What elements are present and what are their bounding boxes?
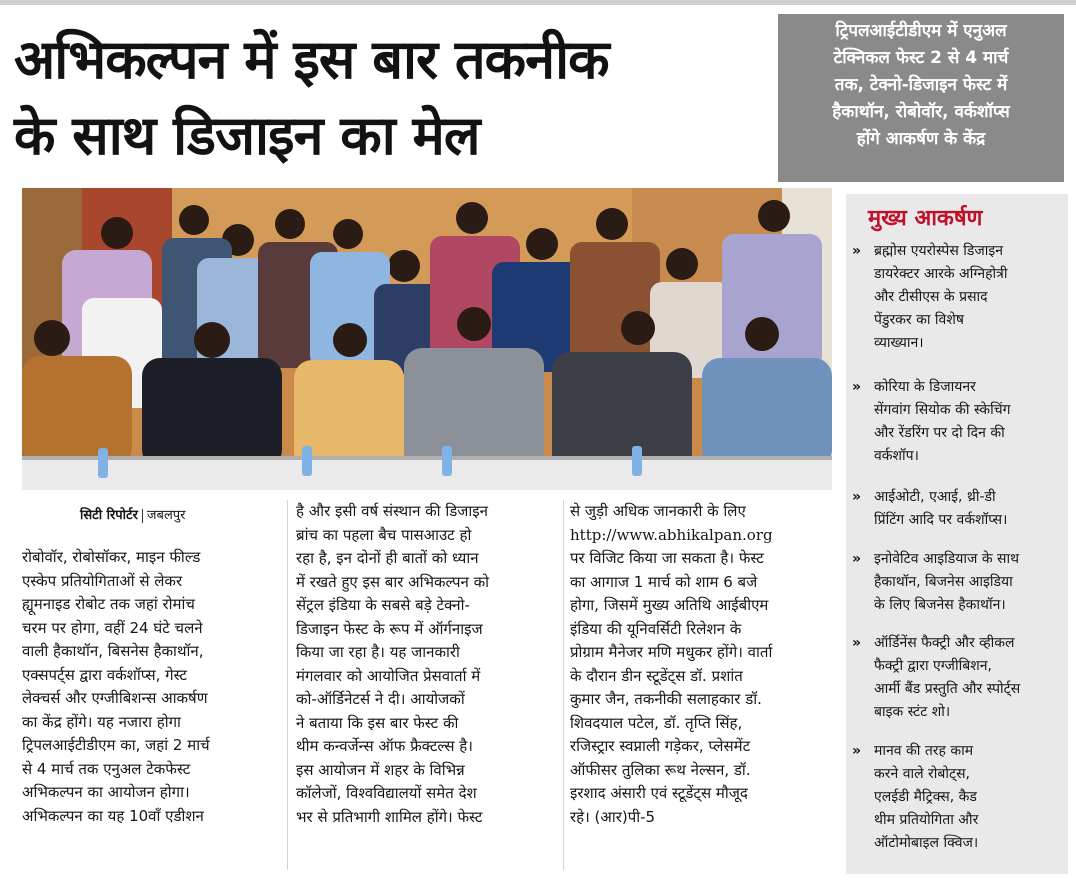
bullet-icon: » [852,489,862,505]
subheadline-line: तक, टेक्नो-डिजाइन फेस्ट में [834,75,1008,95]
subheadline-box [778,14,1064,182]
article-line: इंडिया की यूनिवर्सिटी रिलेशन के [570,619,742,638]
headline [14,22,754,174]
article-line: है और इसी वर्ष संस्थान की डिजाइन [296,502,488,520]
sidebar-item-line: एलईडी मैट्रिक्स, कैड [874,789,977,805]
article-line: का केंद्र होंगे। यह नजारा होगा [22,712,181,731]
sidebar-item-line: ऑर्डिनेंस फैक्ट्री और व्हीकल [874,635,1015,651]
headline-line-2: के साथ डिजाइन का मेल [14,104,480,167]
article-line: होगा, जिसमें मुख्य अतिथि आईबीएम [570,596,769,614]
byline-separator [142,509,143,523]
article-line: कुमार जैन, तकनीकी सलाहकार डॉ. [570,690,762,708]
article-url[interactable]: http://www.abhikalpan.org [570,525,773,544]
bullet-icon: » [852,243,862,259]
article-line: से जुड़ी अधिक जानकारी के लिए [570,502,746,520]
subheadline-line: हैकाथॉन, रोबोवॉर, वर्कशॉप्स [832,102,1010,122]
sidebar-item-line: और रेंडरिंग पर दो दिन की [874,425,1005,441]
bullet-icon: » [852,635,862,651]
article-line: इस आयोजन में शहर के विभिन्न [296,760,465,779]
article-line: कॉलेजों, विश्वविद्यालयों समेत देश [296,784,477,802]
sidebar-item [852,632,1064,728]
subheadline-line: ट्रिपलआईटीडीएम में एनुअल [835,21,1007,41]
sidebar-item-line: इनोवेटिव आइडियाज के साथ [874,551,1020,567]
article-line: अभिकल्पन का यह 10वाँ एडीशन [22,806,204,825]
bullet-icon: » [852,379,862,395]
article-column-3 [570,500,832,829]
byline-reporter: सिटी रिपोर्टर [80,508,138,523]
sidebar-item-line: ब्रह्मोस एयरोस्पेस डिजाइन [874,243,1004,259]
article-line: भर से प्रतिभागी शामिल होंगे। फेस्ट [296,807,483,826]
article-line: सेंट्रल इंडिया के सबसे बड़े टेक्नो- [296,596,470,614]
sidebar-item [852,740,1064,860]
article-line: रजिस्ट्रार स्वप्नाली गड़ेकर, प्लेसमेंट [570,737,751,755]
article-column-2 [296,500,558,829]
sidebar-item-line: थीम प्रतियोगिता और [874,812,979,828]
article-line: चरम पर होगा, वहीं 24 घंटे चलने [22,618,203,637]
byline [80,505,186,523]
headline-line-1: अभिकल्पन में इस बार तकनीक [14,28,609,91]
sidebar-item [852,240,1064,360]
article-line: ब्रांच का पहला बैच पासआउट हो [296,525,472,544]
article-column-1 [22,546,280,828]
sidebar-item-line: ऑटोमोबाइल क्विज। [874,835,979,851]
article-line: रोबोवॉर, रोबोसॉकर, माइन फील्ड [22,548,201,566]
article-line: डिजाइन फेस्ट के रूप में ऑर्गनाइज [296,619,483,638]
article-line: का आगाज 1 मार्च को शाम 6 बजे [570,572,758,591]
article-line: थीम कन्वर्जेन्स ऑफ फ्रैक्टल्स है। [296,737,473,755]
article-line: किया जा रहा है। यह जानकारी [296,643,460,661]
sidebar-item-line: मानव की तरह काम [874,743,974,759]
sidebar-item-line: पेंडुरकर का विशेष [874,312,964,328]
article-line: से 4 मार्च तक एनुअल टेकफेस्ट [22,759,191,778]
group-photo [22,188,832,490]
article-line: रहे। (आर)पी-5 [570,807,656,826]
subheadline-line: होंगे आकर्षण के केंद्र [856,129,986,149]
group-photo-image [22,188,832,490]
article-line: अभिकल्पन का आयोजन होगा। [22,783,190,801]
article-line: ह्यूमनाइड रोबोट तक जहां रोमांच [22,595,195,613]
subheadline-line: टेक्निकल फेस्ट 2 से 4 मार्च [833,48,1009,68]
bullet-icon: » [852,743,862,759]
sidebar-item [852,486,1064,536]
article-line: इरशाद अंसारी एवं स्टूडेंट्स मौजूद [570,784,748,802]
sidebar-item [852,548,1064,620]
article-line: प्रोग्राम मैनेजर मणि मधुकर होंगे। वार्ता [570,643,773,661]
sidebar-item-line: हैकाथॉन, बिजनेस आइडिया [874,574,1013,590]
article-line: के दौरान डीन स्टूडेंट्स डॉ. प्रशांत [570,666,743,685]
top-strip [0,0,1076,5]
article-line: ऑफीसर तुलिका रूथ नेल्सन, डॉ. [570,760,751,779]
sidebar-item-line: कोरिया के डिजायनर [874,379,976,395]
sidebar-item-line: डायरेक्टर आरके अग्निहोत्री [874,266,1008,282]
sidebar-item-line: आर्मी बैंड प्रस्तुति और स्पोर्ट्स [874,681,1021,697]
bullet-icon: » [852,551,862,567]
article-line: ने बताया कि इस बार फेस्ट की [296,713,459,732]
article-line: रहा है, इन दोनों ही बातों को ध्यान [296,549,479,567]
sidebar-item-line: वर्कशॉप। [874,448,919,464]
sidebar-item-line: बाइक स्टंट शो। [874,704,951,720]
article-line: एक्सपर्ट्स द्वारा वर्कशॉप्स, गेस्ट [22,665,187,684]
sidebar-item [852,376,1064,472]
article-line: को-ऑर्डिनेटर्स ने दी। आयोजकों [296,690,465,708]
sidebar-item-line: प्रिंटिंग आदि पर वर्कशॉप्स। [874,512,1008,528]
byline-city: जबलपुर [146,508,186,523]
sidebar-item-line: व्याख्यान। [874,335,924,351]
sidebar-item-line: के लिए बिजनेस हैकाथॉन। [874,597,1006,613]
article-line: एस्केप प्रतियोगिताओं से लेकर [22,571,183,590]
article-line: में रखते हुए इस बार अभिकल्पन को [296,572,489,591]
sidebar-item-line: करने वाले रोबोट्स, [874,766,970,782]
sidebar-item-line: फैक्ट्री द्वारा एग्जीबिशन, [874,658,992,674]
article-line: पर विजिट किया जा सकता है। फेस्ट [570,549,764,567]
article-line: मंगलवार को आयोजित प्रेसवार्ता में [296,666,481,685]
article-line: वाली हैकाथॉन, बिसनेस हैकाथॉन, [22,642,204,660]
column-divider [563,500,564,870]
sidebar-item-line: आईओटी, एआई, थ्री-डी [874,489,996,505]
sidebar-title: मुख्य आकर्षण [868,206,983,231]
sidebar-item-line: और टीसीएस के प्रसाद [874,289,988,305]
article-line: शिवदयाल पटेल, डॉ. तृप्ति सिंह, [570,713,743,732]
article-line: लेक्चर्स और एग्जीबिशन्स आकर्षण [22,689,208,707]
sidebar-item-line: सेंगवांग सियोक की स्केचिंग [874,402,1011,418]
article-line: ट्रिपलआईटीडीएम का, जहां 2 मार्च [22,736,210,754]
column-divider [287,500,288,870]
sidebar-highlights [846,194,1068,874]
